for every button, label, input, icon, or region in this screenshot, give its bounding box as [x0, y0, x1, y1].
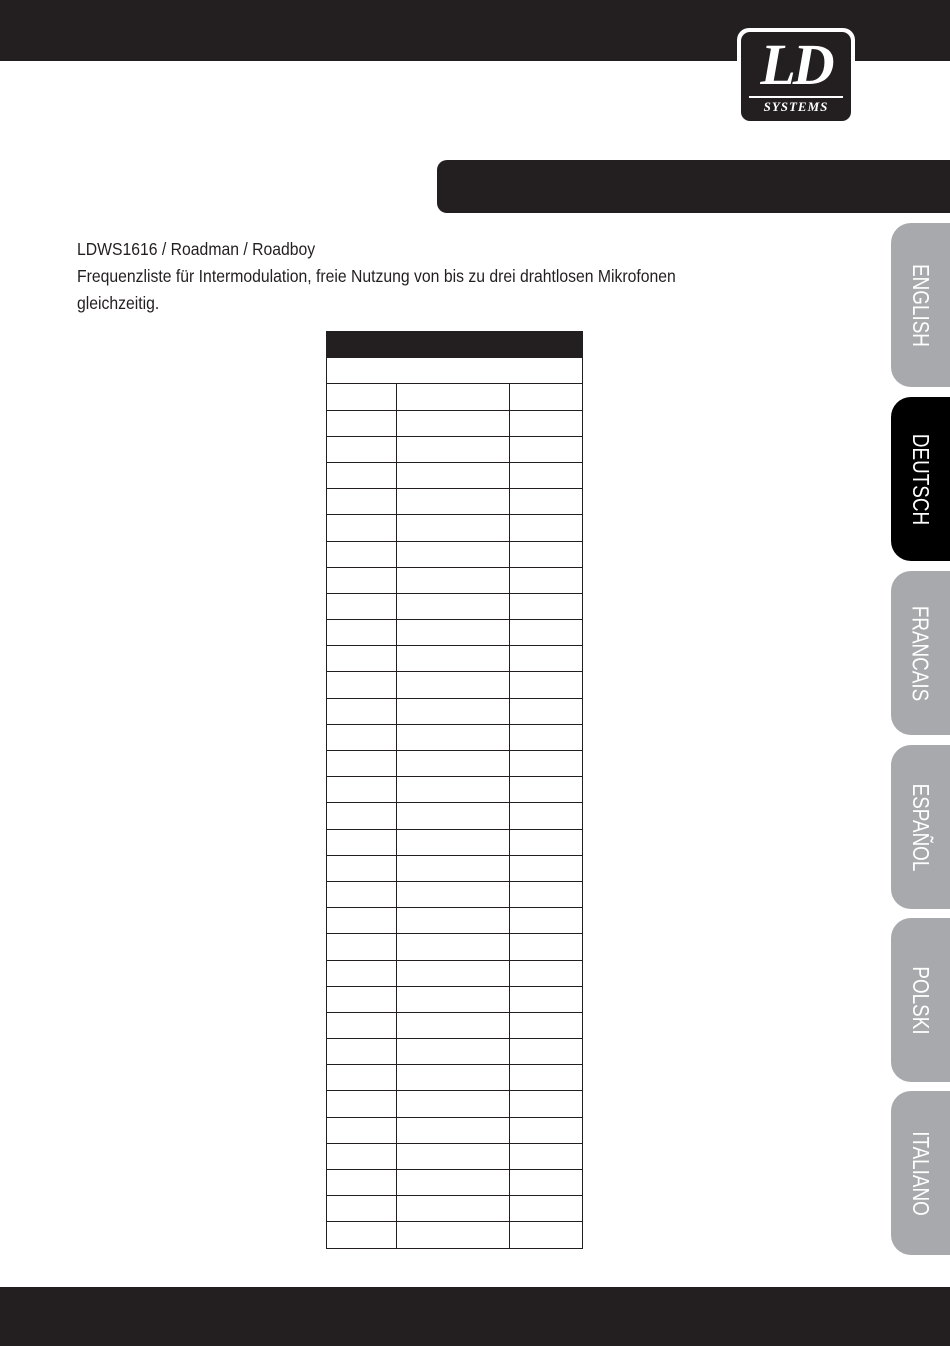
frequency-table — [326, 331, 583, 1249]
channel-cell — [327, 881, 397, 907]
table-header-cell — [327, 332, 583, 358]
channel-cell — [327, 986, 397, 1012]
channel-cell — [327, 1222, 397, 1249]
frequency-cell — [397, 436, 510, 462]
channel-cell — [327, 751, 397, 777]
group-cell — [510, 829, 583, 855]
group-cell — [510, 1143, 583, 1169]
channel-cell — [327, 567, 397, 593]
group-cell — [510, 410, 583, 436]
group-cell — [510, 567, 583, 593]
table-row — [327, 567, 583, 593]
channel-cell — [327, 908, 397, 934]
channel-cell — [327, 410, 397, 436]
table-row — [327, 1196, 583, 1222]
frequency-cell — [397, 751, 510, 777]
frequency-cell — [397, 1143, 510, 1169]
table-row — [327, 777, 583, 803]
table-row — [327, 908, 583, 934]
channel-cell — [327, 593, 397, 619]
frequency-cell — [397, 881, 510, 907]
group-cell — [510, 1091, 583, 1117]
group-cell — [510, 1065, 583, 1091]
channel-cell — [327, 1091, 397, 1117]
group-cell — [510, 986, 583, 1012]
group-cell — [510, 1117, 583, 1143]
channel-cell — [327, 489, 397, 515]
table-row — [327, 620, 583, 646]
tab-polski-label: POLSKI — [908, 965, 935, 1035]
group-cell — [510, 1012, 583, 1038]
channel-cell — [327, 724, 397, 750]
frequency-cell — [397, 1065, 510, 1091]
tab-english[interactable] — [891, 223, 950, 387]
table-row — [327, 1012, 583, 1038]
table-row — [327, 541, 583, 567]
channel-cell — [327, 1012, 397, 1038]
frequency-cell — [397, 541, 510, 567]
frequency-cell — [397, 384, 510, 410]
tab-deutsch-label: DEUTSCH — [908, 433, 935, 525]
table-row — [327, 1117, 583, 1143]
tab-francais[interactable] — [891, 571, 950, 735]
frequency-cell — [397, 934, 510, 960]
group-cell — [510, 698, 583, 724]
group-cell — [510, 1196, 583, 1222]
frequency-cell — [397, 1117, 510, 1143]
group-cell — [510, 1039, 583, 1065]
tab-italiano[interactable] — [891, 1091, 950, 1255]
table-row — [327, 410, 583, 436]
group-cell — [510, 1222, 583, 1249]
channel-cell — [327, 855, 397, 881]
tab-espanol[interactable] — [891, 745, 950, 909]
group-cell — [510, 593, 583, 619]
group-cell — [510, 384, 583, 410]
table-subheader-cell — [327, 358, 583, 384]
table-row — [327, 855, 583, 881]
channel-cell — [327, 1143, 397, 1169]
frequency-cell — [397, 515, 510, 541]
channel-cell — [327, 515, 397, 541]
channel-cell — [327, 620, 397, 646]
table-row — [327, 698, 583, 724]
table-row — [327, 593, 583, 619]
table-row — [327, 515, 583, 541]
frequency-cell — [397, 1196, 510, 1222]
table-row — [327, 1039, 583, 1065]
group-cell — [510, 855, 583, 881]
group-cell — [510, 960, 583, 986]
group-cell — [510, 908, 583, 934]
description-line: Frequenzliste für Intermodulation, freie Nutzung von bis zu drei drahtlosen Mikrofonen — [77, 266, 676, 286]
channel-cell — [327, 1196, 397, 1222]
channel-cell — [327, 934, 397, 960]
group-cell — [510, 515, 583, 541]
group-cell — [510, 672, 583, 698]
group-cell — [510, 777, 583, 803]
group-cell — [510, 803, 583, 829]
table-row — [327, 829, 583, 855]
table-row — [327, 646, 583, 672]
table-row — [327, 751, 583, 777]
table-row — [327, 960, 583, 986]
frequency-cell — [397, 672, 510, 698]
bottom-bar — [0, 1287, 950, 1346]
channel-cell — [327, 1170, 397, 1196]
channel-cell — [327, 672, 397, 698]
frequency-cell — [397, 1012, 510, 1038]
table-row — [327, 672, 583, 698]
channel-cell — [327, 960, 397, 986]
channel-cell — [327, 541, 397, 567]
channel-cell — [327, 436, 397, 462]
table-row — [327, 1170, 583, 1196]
frequency-cell — [397, 489, 510, 515]
frequency-cell — [397, 646, 510, 672]
channel-cell — [327, 698, 397, 724]
frequency-cell — [397, 724, 510, 750]
description-line-continued: gleichzeitig. — [77, 293, 160, 313]
channel-cell — [327, 777, 397, 803]
intro-text — [77, 236, 761, 317]
logo-systems-text: SYSTEMS — [749, 96, 843, 115]
channel-cell — [327, 646, 397, 672]
table-subheader-row — [327, 358, 583, 384]
frequency-cell — [397, 803, 510, 829]
ld-systems-logo — [737, 28, 855, 125]
group-cell — [510, 934, 583, 960]
table-row — [327, 881, 583, 907]
table-row — [327, 724, 583, 750]
frequency-cell — [397, 777, 510, 803]
tab-deutsch[interactable] — [891, 397, 950, 561]
frequency-cell — [397, 1222, 510, 1249]
table-row — [327, 1143, 583, 1169]
group-cell — [510, 751, 583, 777]
table-header-row — [327, 332, 583, 358]
frequency-cell — [397, 986, 510, 1012]
table-row — [327, 803, 583, 829]
tab-italiano-label: ITALIANO — [908, 1130, 935, 1216]
logo-badge — [741, 32, 851, 121]
group-cell — [510, 620, 583, 646]
tab-english-label: ENGLISH — [908, 263, 935, 347]
group-cell — [510, 881, 583, 907]
logo-ld-text: LD — [760, 32, 832, 97]
channel-cell — [327, 829, 397, 855]
frequency-cell — [397, 829, 510, 855]
table-row — [327, 1091, 583, 1117]
tab-francais-label: FRANCAIS — [908, 605, 935, 701]
frequency-cell — [397, 1039, 510, 1065]
group-cell — [510, 489, 583, 515]
group-cell — [510, 462, 583, 488]
table-row — [327, 436, 583, 462]
group-cell — [510, 724, 583, 750]
group-cell — [510, 646, 583, 672]
table-row — [327, 462, 583, 488]
table-row — [327, 1222, 583, 1249]
channel-cell — [327, 803, 397, 829]
frequency-cell — [397, 855, 510, 881]
group-cell — [510, 541, 583, 567]
channel-cell — [327, 1039, 397, 1065]
frequency-cell — [397, 960, 510, 986]
frequency-cell — [397, 462, 510, 488]
table-row — [327, 934, 583, 960]
channel-cell — [327, 462, 397, 488]
frequency-cell — [397, 567, 510, 593]
frequency-cell — [397, 698, 510, 724]
table-row — [327, 489, 583, 515]
channel-cell — [327, 384, 397, 410]
tab-polski[interactable] — [891, 918, 950, 1082]
frequency-cell — [397, 1170, 510, 1196]
group-cell — [510, 436, 583, 462]
frequency-cell — [397, 410, 510, 436]
table-row — [327, 384, 583, 410]
frequency-cell — [397, 1091, 510, 1117]
product-line: LDWS1616 / Roadman / Roadboy — [77, 239, 316, 259]
group-cell — [510, 1170, 583, 1196]
tab-espanol-label: ESPAÑOL — [908, 783, 935, 871]
table-row — [327, 986, 583, 1012]
channel-cell — [327, 1065, 397, 1091]
frequency-cell — [397, 620, 510, 646]
table-row — [327, 1065, 583, 1091]
frequency-cell — [397, 593, 510, 619]
frequency-cell — [397, 908, 510, 934]
section-header-banner — [437, 160, 950, 213]
channel-cell — [327, 1117, 397, 1143]
